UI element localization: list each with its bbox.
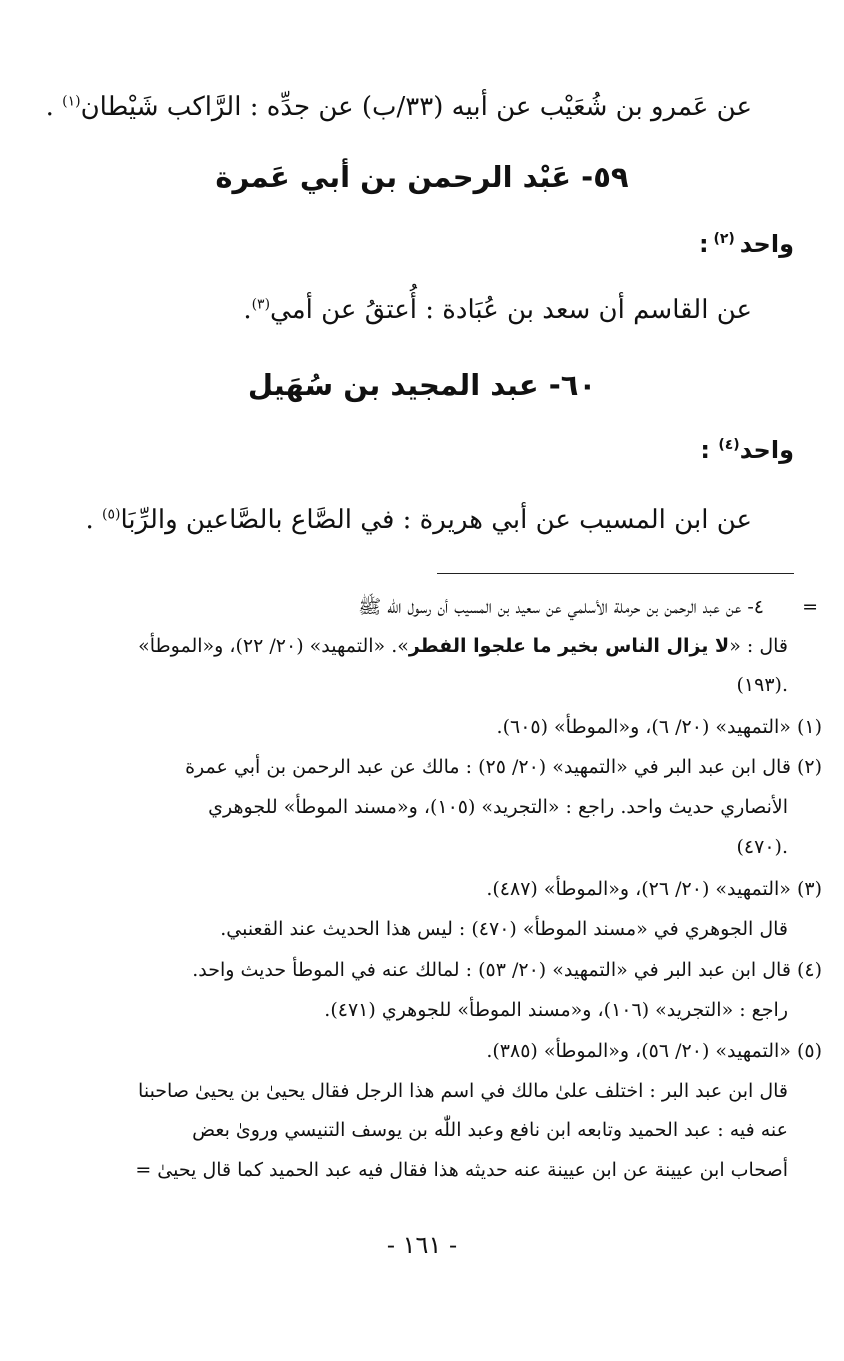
footnote-ref-3: (٣) bbox=[251, 296, 271, 313]
wahid-label-1 bbox=[699, 230, 794, 258]
footnote-4-line-1: (٤) قال ابن عبد البر في «التمهيد» (٢٠/ ٥٣) : لمالك عنه في الموطأ حديث واحد. bbox=[192, 959, 822, 981]
footnote-continuation-line-1: ٤- عن عبد الرحمن بن حرملة الأسلمي عن سعيد بن المسيب أن رسول الله ﷺ bbox=[358, 596, 764, 618]
continuation-marker: = bbox=[802, 596, 818, 618]
footnote-ref-2: (٢) bbox=[708, 231, 740, 247]
footnote-4-line-2: راجع : «التجريد» (١٠٦)، و«مسند الموطأ» للجوهري (٤٧١). bbox=[324, 999, 788, 1021]
footnote-3-line-1: (٣) «التمهيد» (٢٠/ ٢٦)، و«الموطأ» (٤٨٧). bbox=[486, 878, 822, 900]
hadith-quote: لا يزال الناس بخير ما علجوا الفطر bbox=[408, 635, 730, 657]
footnote-2-line-3: (٤٧٠). bbox=[736, 836, 788, 858]
footnote-ref-1: (١) bbox=[62, 93, 81, 110]
text-line-2 bbox=[243, 295, 752, 325]
text-line-1 bbox=[46, 92, 752, 122]
cont-line-2-a: قال : « bbox=[729, 635, 788, 657]
wahid-label-2 bbox=[700, 436, 794, 464]
text-line-3 bbox=[85, 505, 752, 535]
footnote-2-line-1: (٢) قال ابن عبد البر في «التمهيد» (٢٠/ ٢٥) : مالك عن عبد الرحمن بن أبي عمرة bbox=[185, 756, 822, 778]
page-number: - ١٦١ - bbox=[386, 1231, 458, 1259]
footnote-1: (١) «التمهيد» (٢٠/ ٦)، و«الموطأ» (٦٠٥). bbox=[496, 716, 822, 738]
footnote-ref-4: (٤) bbox=[718, 437, 740, 453]
footnote-separator bbox=[437, 573, 794, 574]
footnote-5-line-4: أصحاب ابن عيينة عن ابن عيينة عنه حديثه هذا فقال فيه عبد الحميد كما قال يحيىٰ = bbox=[135, 1159, 788, 1181]
footnote-ref-5: (٥) bbox=[101, 506, 121, 523]
wahid-label-2-text: واحد bbox=[739, 436, 794, 464]
footnote-5-line-2: قال ابن عبد البر : اختلف علىٰ مالك في اسم هذا الرجل فقال يحيىٰ بن يحيىٰ صاحبنا bbox=[138, 1080, 788, 1102]
text-line-1-body: عن عَمرو بن شُعَيْب عن أبيه (٣٣/ب) عن جدِّه : الرَّاكب شَيْطان bbox=[80, 92, 752, 122]
text-line-1-end: . bbox=[45, 92, 63, 122]
cont-line-2-b: ». «التمهيد» (٢٠/ ٢٢)، و«الموطأ» bbox=[138, 635, 409, 657]
text-line-3-end: . bbox=[85, 505, 102, 535]
text-line-2-end: . bbox=[243, 295, 252, 325]
text-line-2-body: عن القاسم أن سعد بن عُبَادة : أُعتقُ عن أمي bbox=[270, 295, 752, 325]
footnote-5-line-1: (٥) «التمهيد» (٢٠/ ٥٦)، و«الموطأ» (٣٨٥). bbox=[486, 1040, 822, 1062]
footnote-3-line-2: قال الجوهري في «مسند الموطأ» (٤٧٠) : ليس هذا الحديث عند القعنبي. bbox=[220, 918, 788, 940]
text-line-3-body: عن ابن المسيب عن أبي هريرة : في الصَّاع بالصَّاعين والرِّبَا bbox=[120, 505, 752, 535]
footnote-2-line-2: الأنصاري حديث واحد. راجع : «التجريد» (١٠٥)، و«مسند الموطأ» للجوهري bbox=[208, 796, 788, 818]
footnote-5-line-3: عنه فيه : عبد الحميد وتابعه ابن نافع وعبد اللّٰه بن يوسف التنيسي وروىٰ بعض bbox=[192, 1119, 788, 1141]
footnote-continuation-line-3: (١٩٣). bbox=[736, 674, 788, 696]
wahid-label-2-colon: : bbox=[700, 436, 719, 464]
wahid-label-1-text: واحد bbox=[739, 230, 794, 258]
footnote-continuation-line-2 bbox=[138, 637, 788, 656]
section-heading-60: ٦٠- عبد المجيد بن سُهَيل bbox=[247, 368, 597, 402]
wahid-label-1-colon: : bbox=[698, 230, 709, 258]
section-heading-59: ٥٩- عَبْد الرحمن بن أبي عَمرة bbox=[215, 160, 629, 194]
